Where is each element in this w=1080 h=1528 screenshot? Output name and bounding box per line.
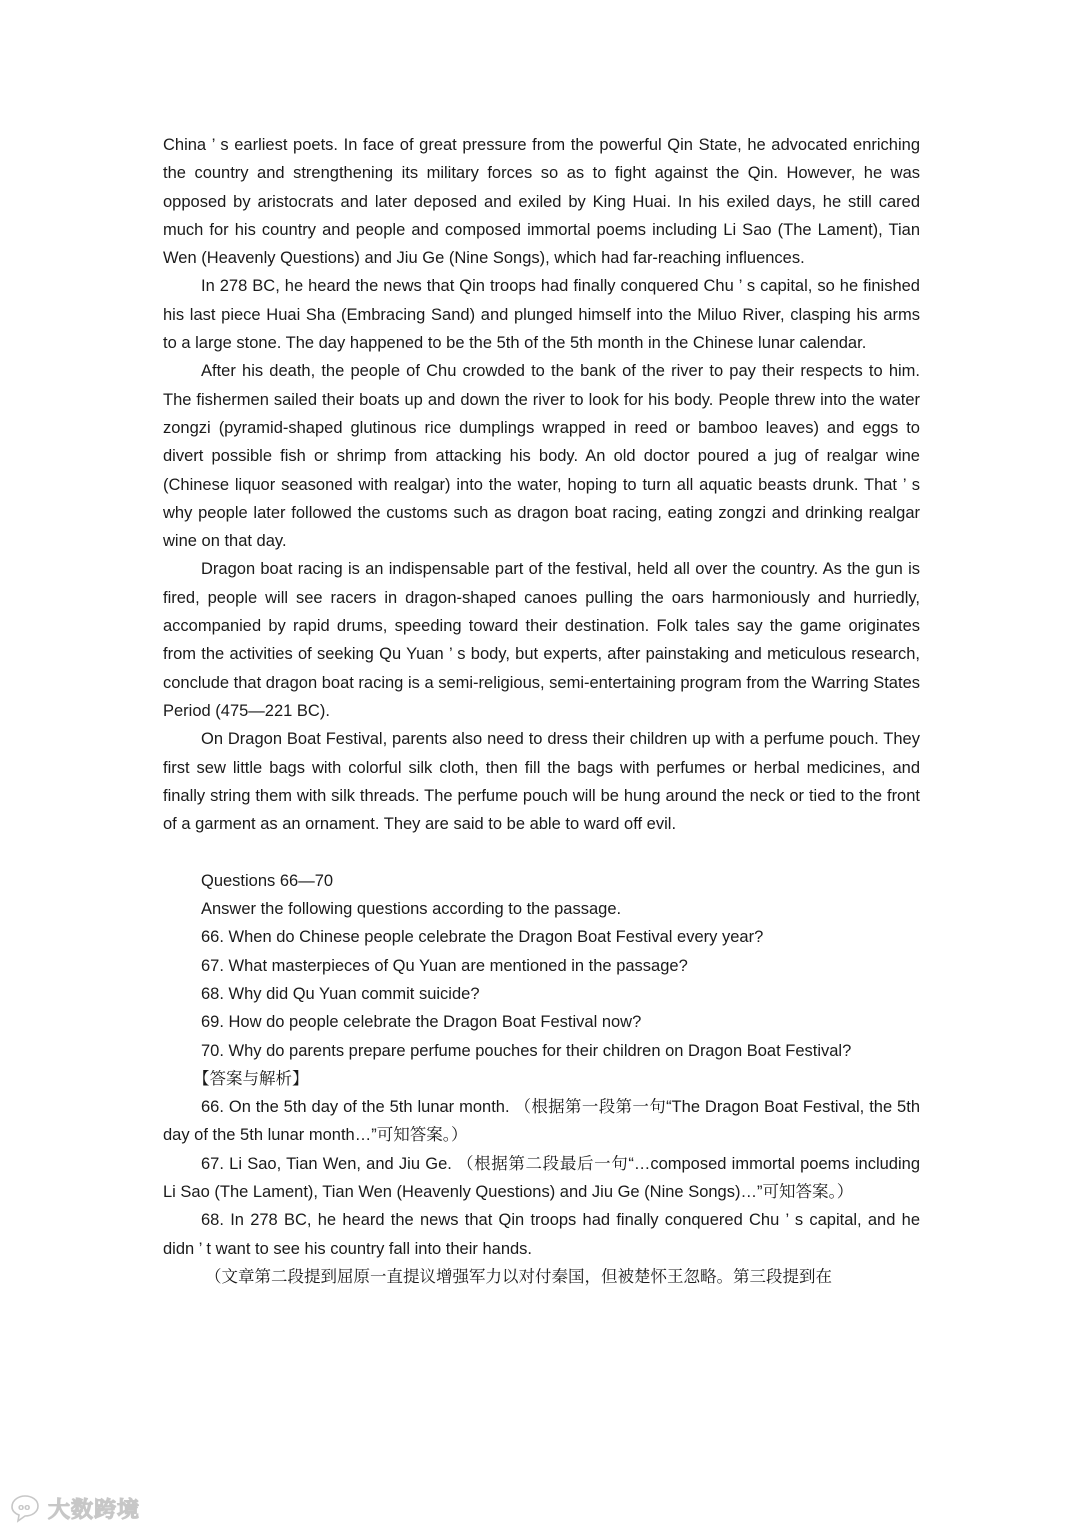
passage-paragraph-1: China ’ s earliest poets. In face of great pressure from the powerful Qin State, he advocated enriching the country and strengthening its military forces so as to fight against the Qin. However, he was opposed by aristocrats and later deposed and exiled by King Huai. In his exiled days, he still cared much for his country and people and composed immortal poems including Li Sao (The Lament), Tian Wen (Heavenly Questions) and Jiu Ge (Nine Songs), which had far-reaching influences. bbox=[163, 136, 920, 268]
question-66: 66. When do Chinese people celebrate the Dragon Boat Festival every year? bbox=[201, 928, 764, 947]
questions-instruction: Answer the following questions according to the passage. bbox=[201, 900, 622, 919]
answer-66: 66. On the 5th day of the 5th lunar month. （根据第一段第一句“The Dragon Boat Festival, the 5th day of the 5th lunar month…”可知答案。） bbox=[163, 1098, 920, 1145]
passage-paragraph-5: On Dragon Boat Festival, parents also need to dress their children up with a perfume pouch. They first sew little bags with colorful silk cloth, then fill the bags with perfumes or herbal medicines, and finally string them with silk threads. The perfume pouch will be hung around the neck or tied to the front of a garment as an ornament. They are said to be able to ward off evil. bbox=[163, 730, 920, 834]
answer-67: 67. Li Sao, Tian Wen, and Jiu Ge. （根据第二段最后一句“…composed immortal poems including Li Sao (The Lament), Tian Wen (Heavenly Questions) and Jiu Ge (Nine Songs)…”可知答案。） bbox=[163, 1154, 920, 1201]
question-67: 67. What masterpieces of Qu Yuan are mentioned in the passage? bbox=[201, 956, 688, 975]
passage-paragraph-2: In 278 BC, he heard the news that Qin troops had finally conquered Chu ’ s capital, so he finished his last piece Huai Sha (Embracing Sand) and plunged himself into the Miluo River, clasping his arms to a large stone. The day happened to be the 5th of the 5th month in the Chinese lunar calendar. bbox=[163, 277, 920, 353]
answer-68-note: （文章第二段提到屈原一直提议增强军力以对付秦国，但被楚怀王忽略。第三段提到在 bbox=[205, 1266, 832, 1286]
watermark-text: 大数跨境 bbox=[48, 1497, 141, 1523]
question-68: 68. Why did Qu Yuan commit suicide? bbox=[201, 984, 480, 1003]
questions-header: Questions 66—70 bbox=[201, 871, 334, 890]
watermark bbox=[8, 1490, 140, 1526]
section-gap bbox=[163, 838, 920, 866]
answers-header: 【答案与解析】 bbox=[193, 1068, 309, 1088]
passage-paragraph-4: Dragon boat racing is an indispensable part of the festival, held all over the country. As the gun is fired, people will see racers in dragon-shaped canoes pulling the oars harmoniously and hurriedly, accompanied by rapid drums, speeding toward their destination. Folk tales say the game originates from the activities of seeking Qu Yuan ’ s body, but experts, after painstaking and meticulous research, conclude that dragon boat racing is a semi-religious, semi-entertaining program from the Warring States Period (475—221 BC). bbox=[163, 560, 920, 720]
chat-bubble-logo-icon bbox=[8, 1493, 42, 1523]
question-70: 70. Why do parents prepare perfume pouches for their children on Dragon Boat Festival? bbox=[201, 1041, 852, 1060]
question-69: 69. How do people celebrate the Dragon Boat Festival now? bbox=[201, 1013, 642, 1032]
answer-68: 68. In 278 BC, he heard the news that Qin troops had finally conquered Chu ’ s capital, and he didn ’ t want to see his country fall into their hands. bbox=[163, 1211, 920, 1258]
document-page bbox=[163, 131, 920, 1291]
svg-text:oo: oo bbox=[18, 1503, 31, 1513]
passage-paragraph-3: After his death, the people of Chu crowded to the bank of the river to pay their respects to him. The fishermen sailed their boats up and down the river to look for his body. People threw into the water zongzi (pyramid-shaped glutinous rice dumplings wrapped in reed or bamboo leaves) and eggs to divert possible fish or shrimp from attacking his body. An old doctor poured a jug of realgar wine (Chinese liquor seasoned with realgar) into the water, hoping to turn all aquatic beasts drunk. That ’ s why people later followed the customs such as dragon boat racing, eating zongzi and drinking realgar wine on that day. bbox=[163, 362, 920, 551]
